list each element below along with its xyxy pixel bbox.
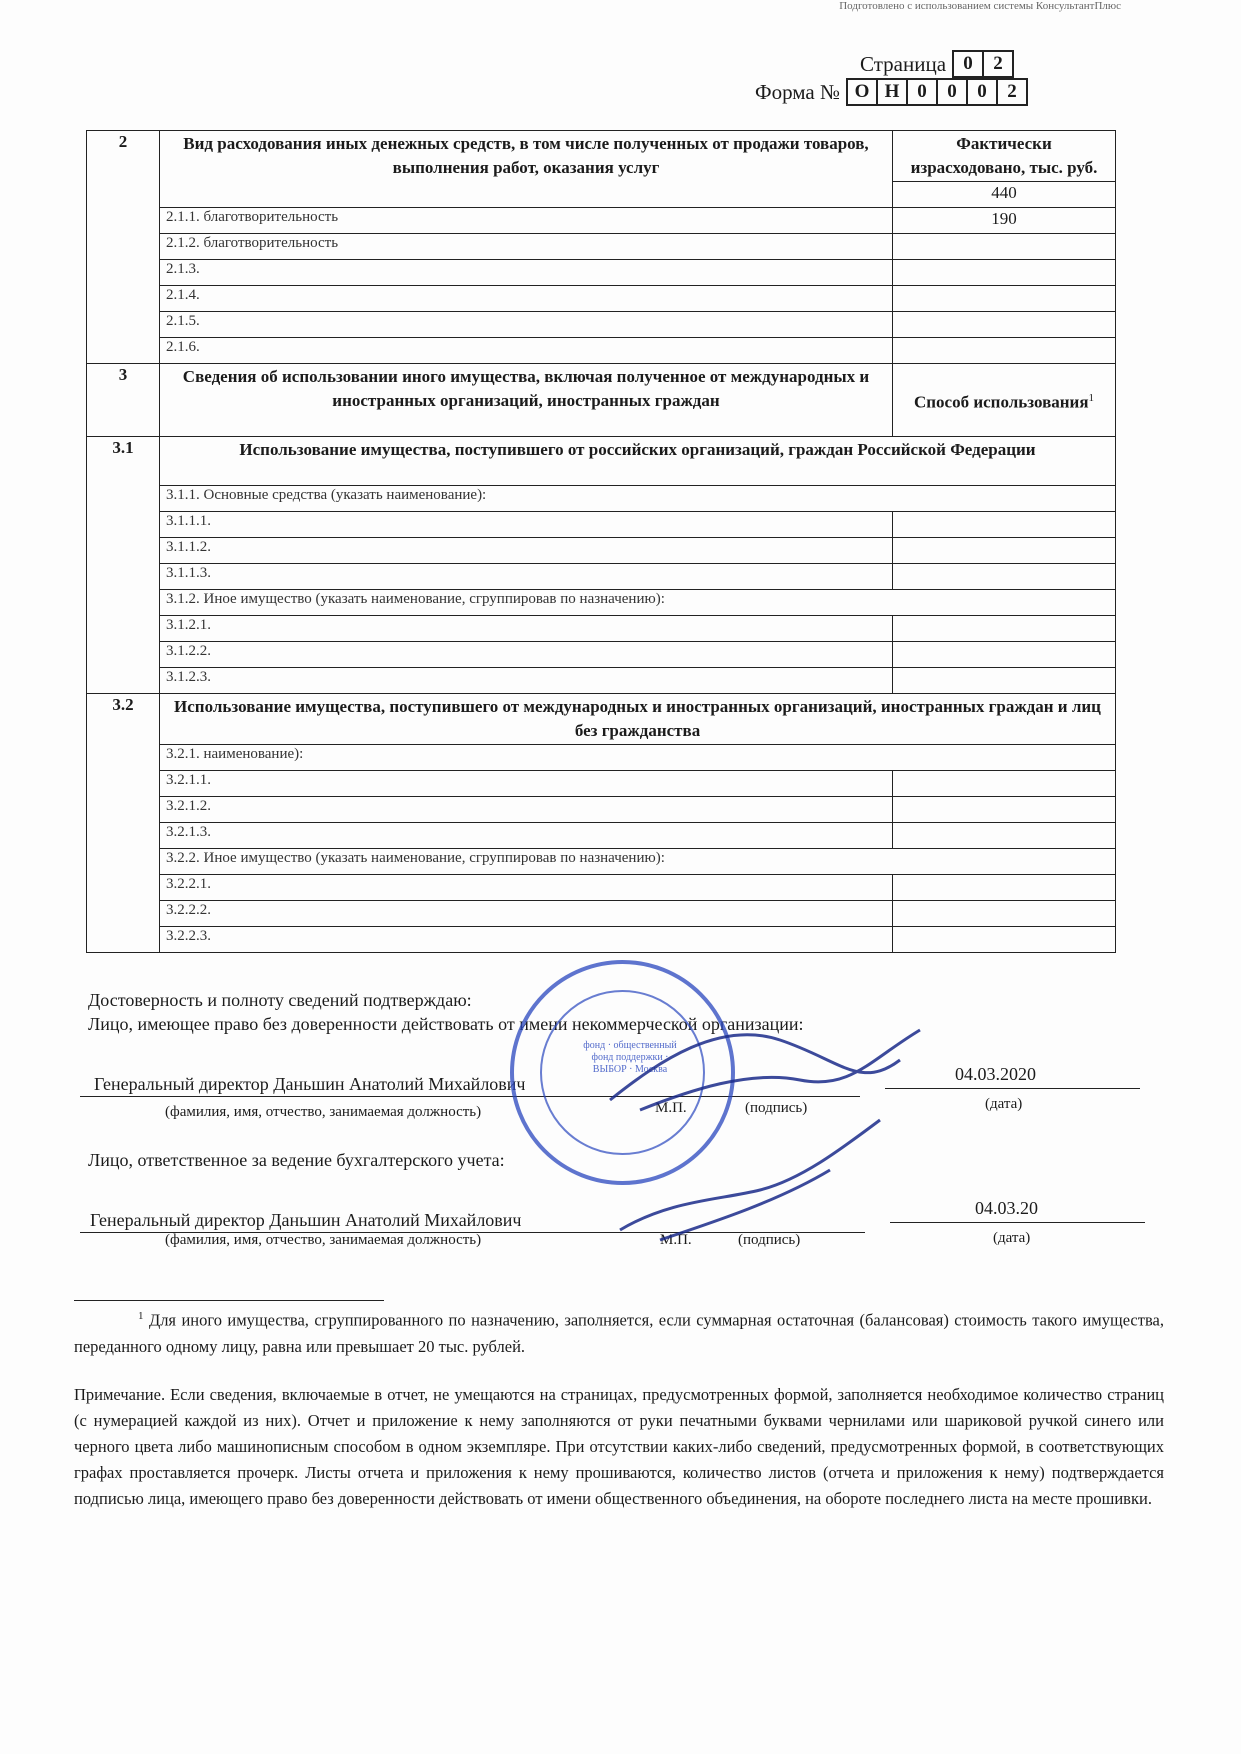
row-label: 3.2.2.1. <box>160 875 893 901</box>
table-row <box>87 616 1116 642</box>
form-digit: Н <box>876 78 908 106</box>
row-value: 190 <box>893 208 1116 234</box>
row-value <box>893 538 1116 564</box>
row-value <box>893 901 1116 927</box>
mp-caption: М.П. <box>655 1100 687 1116</box>
row-value <box>893 234 1116 260</box>
person1-name: Генеральный директор Даньшин Анатолий Михайлович <box>94 1074 526 1094</box>
seal-text: фонд · общественный фонд поддержки · ВЫБОР · Москва <box>583 1040 677 1075</box>
row-value <box>893 875 1116 901</box>
row-value <box>893 338 1116 364</box>
row-label: 2.1.4. <box>160 286 893 312</box>
row-value <box>893 286 1116 312</box>
group-label: 3.2.1. наименование): <box>160 745 1116 771</box>
footnote-mark: 1 <box>138 1310 144 1322</box>
row-label: 3.1.1.2. <box>160 538 893 564</box>
table-row <box>87 642 1116 668</box>
row-label: 2.1.6. <box>160 338 893 364</box>
section-title: Использование имущества, поступившего от российских организаций, граждан Российской Федерации <box>160 437 1116 486</box>
note-paragraph: Примечание. Если сведения, включаемые в отчет, не умещаются на страницах, предусмотренных формой, заполняется необходимое количество страниц (с нумерацией каждой из них). Отчет и приложение к нему заполняются от руки печатными буквами чернилами или шариковой ручкой синего или черного цвета либо машинописным способом в одном экземпляре. При отсутствии каких-либо сведений, предусмотренных формой, в соответствующих графах проставляется прочерк. Листы отчета и приложения к нему прошиваются, количество листов (отчета и приложения к нему) подтверждается подписью лица, имеющего право без доверенности действовать от имени общественного объединения, на обороте последнего листа на месте прошивки. <box>74 1385 1164 1508</box>
fio-caption: (фамилия, имя, отчество, занимаемая должность) <box>165 1232 482 1248</box>
footnote-mark: 1 <box>1088 391 1095 404</box>
group-label: 3.1.2. Иное имущество (указать наименование, сгруппировав по назначению): <box>160 590 1116 616</box>
value-header <box>893 364 1116 437</box>
table-row <box>87 823 1116 849</box>
row-label: 3.2.1.1. <box>160 771 893 797</box>
form-digit: 0 <box>966 78 998 106</box>
signature-scribble-icon <box>600 1000 930 1260</box>
person1-intro: Лицо, имеющее право без доверенности действовать от имени некоммерческой организации: <box>88 1014 804 1034</box>
row-value <box>893 260 1116 286</box>
section-title: Вид расходования иных денежных средств, в том числе полученных от продажи товаров, выполнения работ, оказания услуг <box>160 131 893 208</box>
table-row <box>87 234 1116 260</box>
row-value <box>893 512 1116 538</box>
row-label: 2.1.1. благотворительность <box>160 208 893 234</box>
table-row <box>87 668 1116 694</box>
row-value <box>893 797 1116 823</box>
row-value <box>893 312 1116 338</box>
form-label: Форма № <box>755 79 841 104</box>
group-label: 3.2.2. Иное имущество (указать наименование, сгруппировав по назначению): <box>160 849 1116 875</box>
row-label: 2.1.2. благотворительность <box>160 234 893 260</box>
section-3-1-header <box>87 437 1116 486</box>
signature-caption: (подпись) <box>745 1100 808 1116</box>
header-note: Подготовлено с использованием системы КонсультантПлюс <box>839 0 1121 12</box>
table-row <box>87 538 1116 564</box>
table-row <box>87 927 1116 953</box>
row-label: 3.1.1.1. <box>160 512 893 538</box>
table-row <box>87 312 1116 338</box>
row-label: 2.1.3. <box>160 260 893 286</box>
section-2-header <box>87 131 1116 182</box>
row-value <box>893 616 1116 642</box>
table-row <box>87 338 1116 364</box>
form-number-box <box>755 78 1028 106</box>
person1-date: 04.03.2020 <box>955 1064 1036 1084</box>
footnote-text: Для иного имущества, сгруппированного по назначению, заполняется, если суммарная остаточная (балансовая) стоимость такого имущества, переданного одному лицу, равна или превышает 20 тыс. рублей. <box>74 1310 1164 1356</box>
row-label: 3.1.2.3. <box>160 668 893 694</box>
row-label: 3.1.2.2. <box>160 642 893 668</box>
section-number: 3.1 <box>87 437 160 694</box>
confirm-text: Достоверность и полноту сведений подтверждаю: <box>88 990 472 1010</box>
table-row <box>87 797 1116 823</box>
row-label: 3.2.1.2. <box>160 797 893 823</box>
person2-name: Генеральный директор Даньшин Анатолий Михайлович <box>90 1210 522 1230</box>
section-number: 3 <box>87 364 160 437</box>
table-row <box>87 771 1116 797</box>
form-digit: 2 <box>996 78 1028 106</box>
table-row <box>87 286 1116 312</box>
date-caption: (дата) <box>993 1230 1031 1246</box>
value-header: Фактически израсходовано, тыс. руб. <box>893 131 1116 182</box>
row-value <box>893 668 1116 694</box>
report-table <box>86 130 1116 953</box>
section-3-header <box>87 364 1116 437</box>
footnote <box>74 1303 1164 1360</box>
form-digit: О <box>846 78 878 106</box>
table-row <box>87 875 1116 901</box>
section-number: 2 <box>87 131 160 364</box>
row-label: 2.1.5. <box>160 312 893 338</box>
row-label: 3.2.1.3. <box>160 823 893 849</box>
person2-date: 04.03.20 <box>975 1198 1038 1218</box>
signature-caption: (подпись) <box>738 1232 801 1248</box>
table-row <box>87 564 1116 590</box>
fio-caption: (фамилия, имя, отчество, занимаемая должность) <box>165 1104 482 1120</box>
row-label: 3.2.2.3. <box>160 927 893 953</box>
value-header-text: Способ использования <box>913 392 1089 412</box>
total-value: 440 <box>893 182 1116 208</box>
row-label: 3.2.2.2. <box>160 901 893 927</box>
person2-intro: Лицо, ответственное за ведение бухгалтерского учета: <box>88 1150 505 1170</box>
page-digit: 2 <box>982 50 1014 78</box>
row-value <box>893 564 1116 590</box>
form-digit: 0 <box>906 78 938 106</box>
page-number-box <box>860 50 1014 78</box>
row-value <box>893 823 1116 849</box>
form-digit: 0 <box>936 78 968 106</box>
row-value <box>893 771 1116 797</box>
row-label: 3.1.2.1. <box>160 616 893 642</box>
table-row <box>87 512 1116 538</box>
row-value <box>893 927 1116 953</box>
section-number: 3.2 <box>87 694 160 953</box>
table-row <box>87 208 1116 234</box>
date-caption: (дата) <box>985 1096 1023 1112</box>
section-title: Использование имущества, поступившего от международных и иностранных организаций, иностранных граждан и лиц без гражданства <box>160 694 1116 745</box>
row-label: 3.1.1.3. <box>160 564 893 590</box>
page-label: Страница <box>860 51 947 76</box>
group-label: 3.1.1. Основные средства (указать наименование): <box>160 486 1116 512</box>
page-digit: 0 <box>952 50 984 78</box>
table-row <box>87 260 1116 286</box>
mp-caption: М.П. <box>660 1232 692 1248</box>
footnote-separator <box>74 1300 384 1301</box>
table-row <box>87 901 1116 927</box>
section-3-2-header <box>87 694 1116 745</box>
section-title: Сведения об использовании иного имущества, включая полученное от международных и иностранных организаций, иностранных граждан <box>160 364 893 437</box>
row-value <box>893 642 1116 668</box>
